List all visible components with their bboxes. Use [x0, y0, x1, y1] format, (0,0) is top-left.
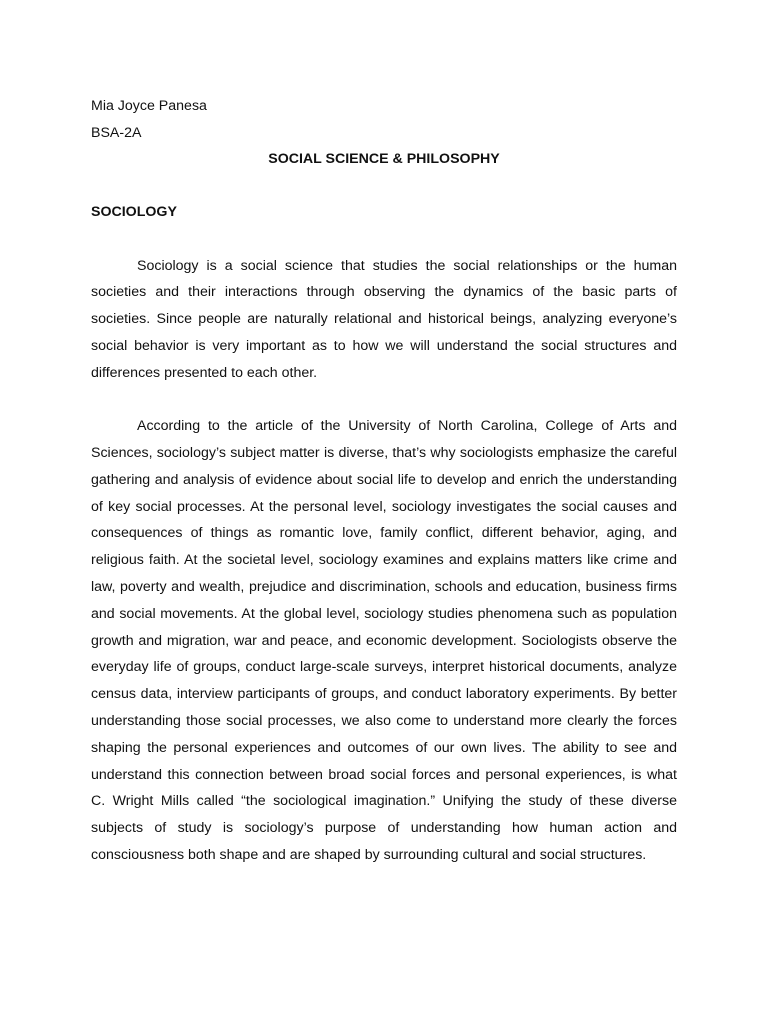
- author-name: Mia Joyce Panesa: [91, 98, 207, 114]
- document-title: SOCIAL SCIENCE & PHILOSOPHY: [268, 151, 500, 168]
- section-heading: SOCIOLOGY: [91, 204, 177, 221]
- body-paragraph-1: Sociology is a social science that studies the social relationships or the human societies and their interactions through observing the dynamics of the basic parts of societies. Since people are naturally relational and historical beings, analyzing everyone’s social behavior is very important as to how we will understand the social structures and differences presented to each other.: [91, 257, 677, 381]
- class-section: BSA-2A: [91, 124, 142, 141]
- body-paragraph-2: According to the article of the University of North Carolina, College of Arts and Sciences, sociology’s subject matter is diverse, that’s why sociologists emphasize the careful gathering and analysis of evidence about social life to develop and enrich the understanding of key social processes. At the personal level, sociology investigates the social causes and consequences of things as romantic love, family conflict, different behavior, aging, and religious faith. At the societal level, sociology examines and explains matters like crime and law, poverty and wealth, prejudice and discrimination, schools and education, business firms and social movements. At the global level, sociology studies phenomena such as population growth and migration, war and peace, and economic development. Sociologists observe the everyday life of groups, conduct large-scale surveys, interpret historical documents, analyze census data, interview participants of groups, and conduct laboratory experiments. By better understanding those social processes, we also come to understand more clearly the forces shaping the personal experiences and outcomes of our own lives. The ability to see and understand this connection between broad social forces and personal experiences, is what C. Wright Mills called “the sociological imagination.” Unifying the study of these diverse subjects of study is sociology’s purpose of understanding how human action and consciousness both shape and are shaped by surrounding cultural and social structures.: [91, 418, 677, 863]
